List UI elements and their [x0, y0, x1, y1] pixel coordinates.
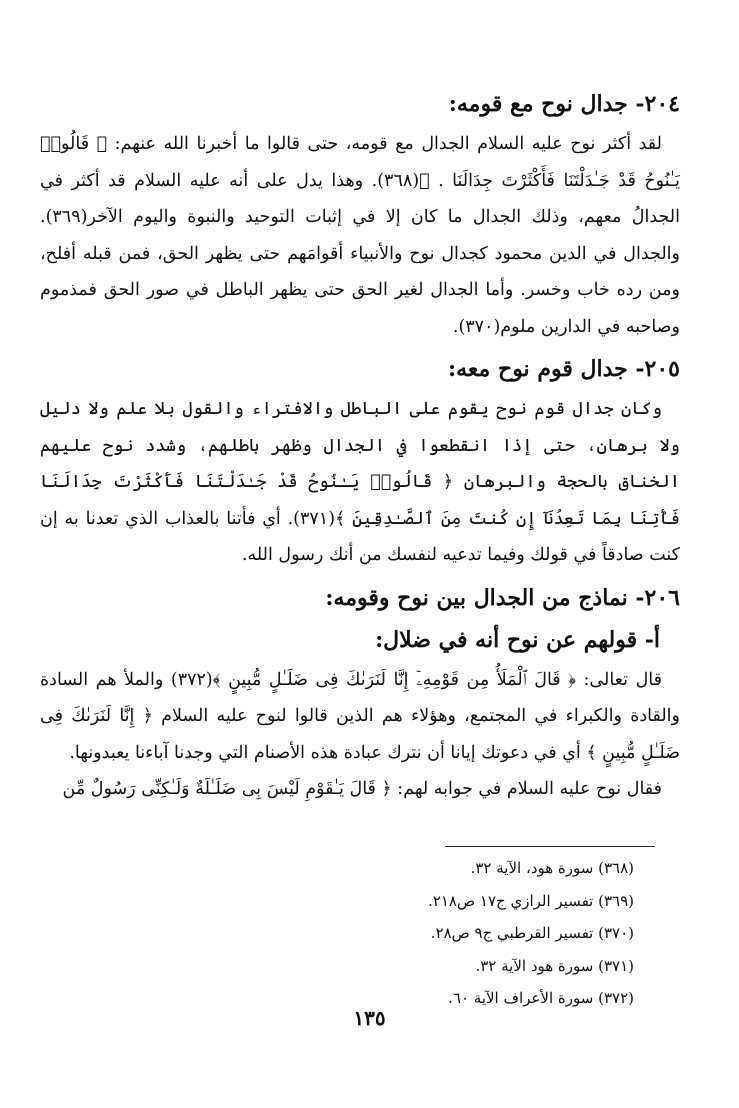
footnote-369: (٣٦٩) تفسير الرازي ج١٧ ص٢١٨.: [428, 891, 634, 910]
footnote-368: (٣٦٨) سورة هود، الآية ٣٢.: [470, 859, 634, 877]
section-heading-205: ٢٠٥- جدال قوم نوح معه:: [448, 356, 680, 382]
section-paragraph-205: وكان جدال قوم نوح يقوم على الباطل والافتراء والقول بلا علم ولا دليل ولا برهان، حتى إذا انقطعوا في الجدال وظهر باطلهم، وشدد نوح عليهم الخناق بالحجة والبرهان ﴿ قَالُوا۟ يَـٰنُوحُ قَدْ جَـٰدَلْتَنَا فَأَكْثَرْتَ جِدَالَنَا فَأْتِنَا بِمَا تَعِدُنَآ إِن كُنتَ مِنَ ٱلصَّـٰدِقِينَ ﴾(٣٧١). أي فأتنا بالعذاب الذي تعدنا به إن كنت صادقاً في قولك وفيما تدعيه لنفسك من أنك رسول الله.: [40, 399, 680, 565]
footnotes: [60, 852, 650, 1015]
footnote-370: (٣٧٠) تفسير القرطبي ج٩ ص٢٨.: [430, 924, 634, 942]
page-body: [40, 80, 680, 808]
section-paragraph-206: قال تعالى: ﴿ قَالَ ٱلْمَلَأُ مِن قَوْمِهِۦٓ إِنَّا لَنَرَىٰكَ فِى ضَلَـٰلٍ مُّبِينٍ ﴾(٣٧٢) والملأ هم السادة والقادة والكبراء في المجتمع، وهؤلاء هم الذين قالوا لنوح عليه السلام ﴿ إِنَّا لَنَرَىٰكَ فِى ضَلَـٰلٍ مُّبِينٍ ﴾ أي في دعوتك إيانا أن نترك عبادة هذه الأصنام التي وجدنا آباءنا يعبدونها.: [40, 669, 680, 763]
footnote-371: (٣٧١) سورة هود الآية ٣٢.: [475, 956, 634, 975]
section-heading-204: ٢٠٤- جدال نوح مع قومه:: [448, 91, 680, 117]
footnote-372: (٣٧٢) سورة الأعراف الآية ٦٠.: [448, 989, 634, 1007]
page-number: ١٣٥: [353, 1006, 386, 1030]
footnote-divider: [445, 846, 655, 847]
section-paragraph-204: لقد أكثر نوح عليه السلام الجدال مع قومه، حتى قالوا ما أخبرنا الله عنهم: ﴿ قَالُوا۟ يَـٰنُوحُ قَدْ جَـٰدَلْتَنَا فَأَكْثَرْتَ جِدَالَنَا . ﴾(٣٦٨). وهذا يدل على أنه عليه السلام قد أكثر في الجدالُ معهم، وذلك الجدال ما كان إلا في إثبات التوحيد والنبوة واليوم الآخر(٣٦٩). والجدال في الدين محمود كجدال نوح والأنبياء أقوامَهم حتى يظهر الحق، فمن قبله أفلح، ومن رده خاب وخسر. وأما الجدال لغير الحق حتى يظهر الباطل في صور الحق فمذموم وصاحبه في الدارين ملوم(٣٧٠).: [40, 134, 680, 337]
section-heading-206: ٢٠٦- نماذج من الجدال بين نوح وقومه:: [325, 584, 680, 611]
section-paragraph-206-continued: فقال نوح عليه السلام في جوابه لهم: ﴿ قَالَ يَـٰقَوْمِ لَيْسَ بِى ضَلَـٰلَةٌ وَلَـٰكِنِّى رَسُولٌ مِّن: [62, 779, 662, 799]
subsection-heading-a: أ- قولهم عن نوح أنه في ضلال:: [375, 626, 660, 653]
